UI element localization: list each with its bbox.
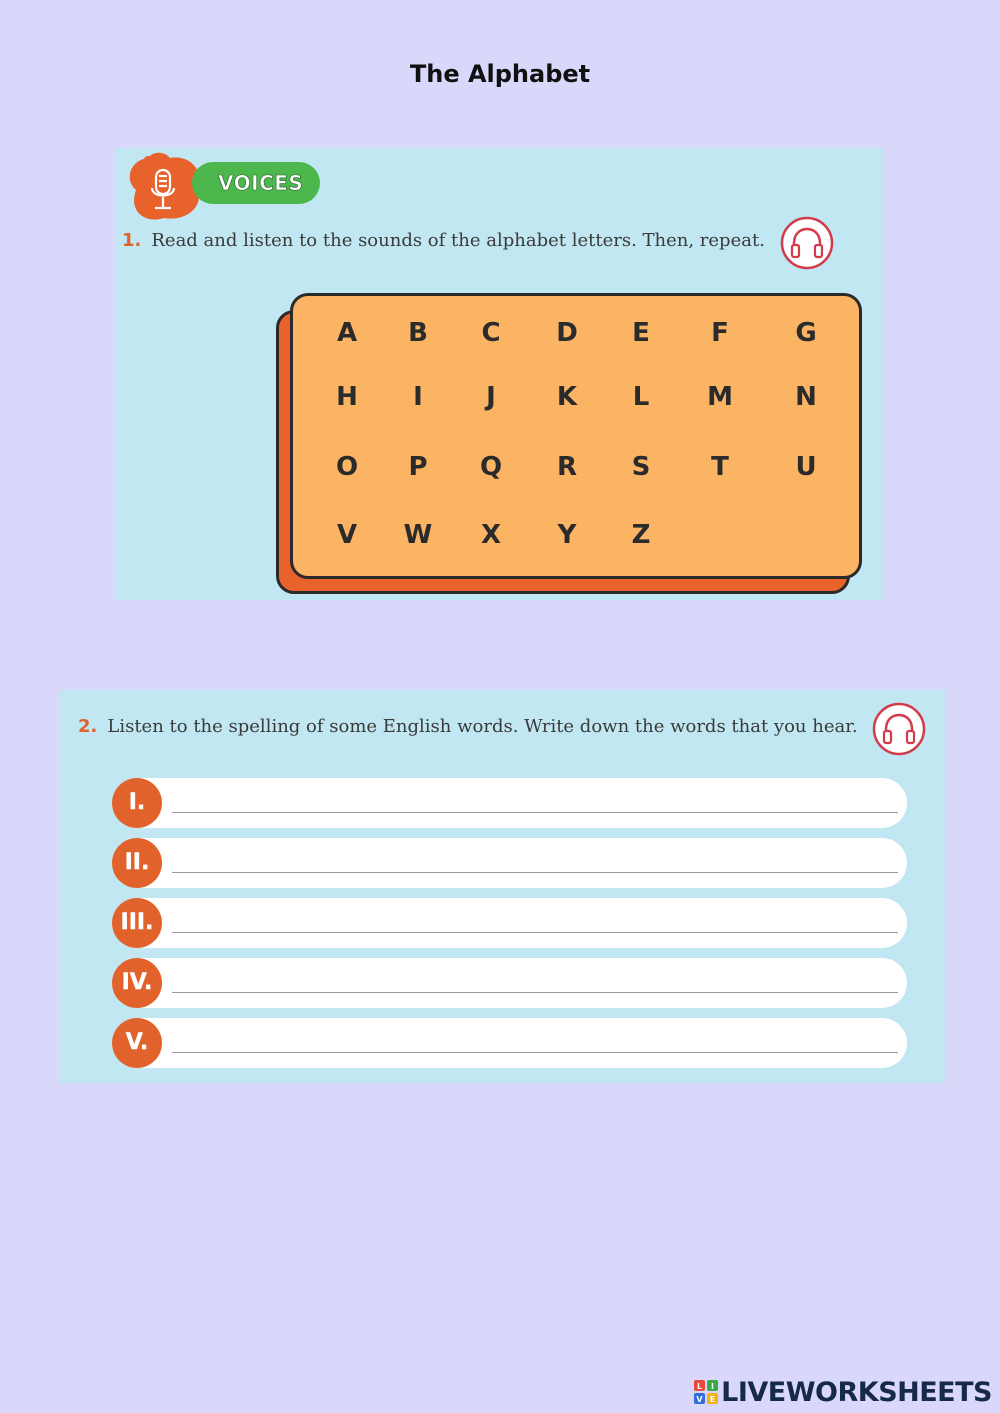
answer-row xyxy=(112,1018,907,1068)
alphabet-letter: F xyxy=(711,318,729,348)
voices-badge: VOICES xyxy=(192,162,320,204)
alphabet-letter: T xyxy=(711,452,729,482)
alphabet-letter: G xyxy=(795,318,817,348)
logo-letter: E xyxy=(709,1395,716,1404)
answer-input[interactable] xyxy=(172,1026,898,1053)
answer-number-badge: V. xyxy=(112,1018,162,1068)
alphabet-letter: C xyxy=(481,318,501,348)
alphabet-card xyxy=(290,293,862,579)
alphabet-letter: O xyxy=(335,452,359,482)
brand-name: LIVEWORKSHEETS xyxy=(721,1376,992,1408)
alphabet-letter: X xyxy=(480,520,502,550)
alphabet-letter: L xyxy=(632,382,650,412)
answer-number-badge: IV. xyxy=(112,958,162,1008)
alphabet-letter: Q xyxy=(479,452,503,482)
alphabet-letter: Y xyxy=(557,520,577,550)
answer-row xyxy=(112,958,907,1008)
alphabet-letter: N xyxy=(795,382,817,412)
exercise-2-instruction-line xyxy=(78,716,858,737)
answer-input[interactable] xyxy=(172,966,898,993)
headphones-icon[interactable] xyxy=(872,702,926,756)
exercise-2-panel xyxy=(60,690,946,1083)
liveworksheets-logo xyxy=(693,1376,992,1408)
alphabet-letter: D xyxy=(556,318,578,348)
logo-letter: L xyxy=(697,1382,703,1391)
liveworksheets-logo-icon xyxy=(693,1379,719,1405)
alphabet-letter: K xyxy=(556,382,578,412)
exercise-1-panel xyxy=(116,148,883,600)
exercise-1-instruction: Read and listen to the sounds of the alphabet letters. Then, repeat. xyxy=(151,230,765,251)
alphabet-letter: V xyxy=(336,520,358,550)
exercise-2-number: 2. xyxy=(78,716,98,737)
answer-number-badge: II. xyxy=(112,838,162,888)
exercise-2-instruction: Listen to the spelling of some English words. Write down the words that you hear. xyxy=(107,716,858,737)
alphabet-letter: H xyxy=(336,382,358,412)
answer-input[interactable] xyxy=(172,906,898,933)
alphabet-letter: S xyxy=(631,452,651,482)
logo-letter: I xyxy=(711,1382,715,1391)
alphabet-letter: I xyxy=(413,382,423,412)
headphones-icon[interactable] xyxy=(780,216,834,270)
answer-number-badge: III. xyxy=(112,898,162,948)
alphabet-letter: P xyxy=(408,452,428,482)
alphabet-letter: W xyxy=(403,520,433,550)
answer-number-badge: I. xyxy=(112,778,162,828)
answer-input[interactable] xyxy=(172,786,898,813)
logo-letter: V xyxy=(696,1395,703,1404)
exercise-1-instruction-line xyxy=(122,230,765,251)
answer-row xyxy=(112,898,907,948)
alphabet-letter: A xyxy=(336,318,358,348)
alphabet-letter: J xyxy=(486,382,496,412)
alphabet-letter: U xyxy=(795,452,817,482)
alphabet-letter: E xyxy=(632,318,650,348)
alphabet-letter: B xyxy=(408,318,428,348)
alphabet-letter: Z xyxy=(631,520,651,550)
answer-row xyxy=(112,778,907,828)
answer-row xyxy=(112,838,907,888)
page-title: The Alphabet xyxy=(409,60,591,88)
alphabet-letter: R xyxy=(556,452,578,482)
answer-input[interactable] xyxy=(172,846,898,873)
alphabet-letter: M xyxy=(707,382,733,412)
exercise-1-number: 1. xyxy=(122,230,142,251)
